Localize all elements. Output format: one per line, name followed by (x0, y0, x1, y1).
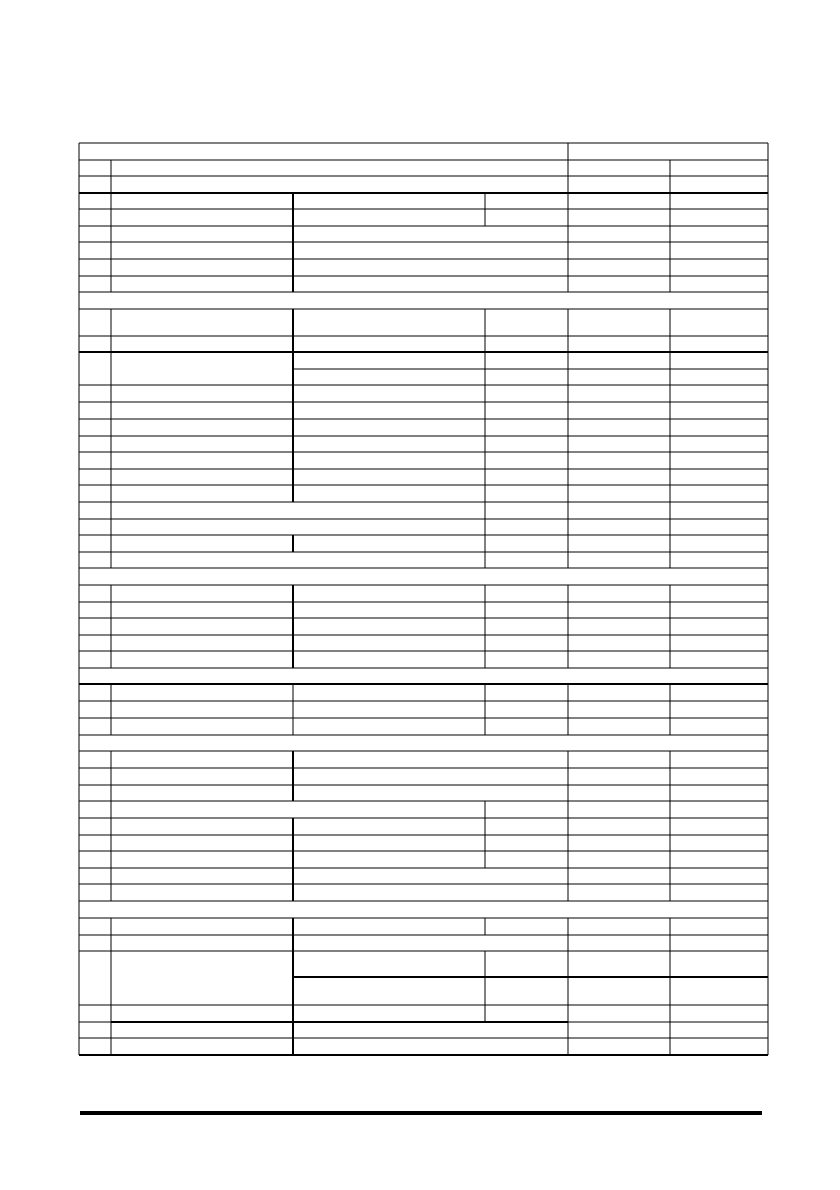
page-footer-rule (80, 1111, 762, 1115)
